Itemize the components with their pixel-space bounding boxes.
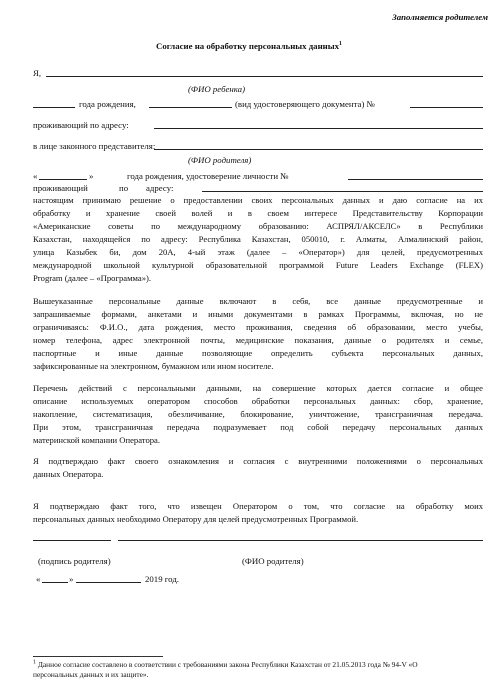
- footnote-line-2: персональных данных и их защите».: [33, 670, 149, 679]
- id-doc-type-field[interactable]: [149, 107, 232, 108]
- legal-rep-field[interactable]: [154, 149, 483, 150]
- footnote-mark: 1: [33, 659, 36, 666]
- date-quote-close: »: [69, 574, 74, 584]
- footnote-separator: [33, 656, 163, 657]
- label-address: проживающий по адресу:: [33, 120, 129, 130]
- text-line: Я подтверждаю факт своего ознакомления и согласия с внутренними положениями о персональных: [33, 456, 483, 466]
- signature-field[interactable]: [33, 540, 111, 541]
- text-line: зафиксированные на электронном, бумажном или ином носителе.: [33, 361, 274, 371]
- text-line: данных Оператора.: [33, 469, 104, 479]
- text-line: персональных данных необходимо Оператору для целей предусмотренных Программой.: [33, 514, 359, 524]
- text-line: ограничиваясь: Ф.И.О., дата рождения, место проживания, сведения об образовании, место учебы,: [33, 322, 483, 332]
- label-address2-a: проживающий: [33, 183, 88, 193]
- footnote-line-1: [33, 660, 418, 670]
- text-line: При этом, трансграничная передача подразумевает под собой передачу персональных данных: [33, 422, 483, 432]
- paragraph-data-scope: [33, 295, 483, 373]
- label-id-doc: (вид удостоверяющего документа) №: [235, 99, 375, 109]
- text-line: «Американские советы по международному образованию: АСПРЯЛ/АКСЕЛС» в Республики: [33, 221, 483, 231]
- text-line: описание используемых оператором способов обработки персональных данных: сбор, хранение,: [33, 396, 483, 406]
- text-line: накопление, систематизация, обезличивание, блокирование, уничтожение, трансграничная передача.: [33, 409, 483, 419]
- text-line: номер телефона, адрес электронной почты, медицинские показания, данные о родителях и семье,: [33, 335, 483, 345]
- text-line: настоящим принимаю решение о предоставлении своих персональных данных и даю согласие на их: [33, 195, 483, 205]
- date-month-field[interactable]: [76, 582, 141, 583]
- footnote-text-1: Данное согласие составлено в соответствии с требованиями закона Республики Казахстан от 21.05.2013 года № 94-V «О: [37, 660, 418, 669]
- quote-close: »: [89, 171, 94, 181]
- label-address2-b: по: [119, 183, 129, 193]
- text-line: Program (далее – «Программа»).: [33, 273, 152, 283]
- text-line: Казахстан, находящейся по адресу: Республика Казахстан, 050010, г. Алматы, Алмалинский район,: [33, 234, 483, 244]
- parent-birth-field[interactable]: [39, 179, 87, 180]
- text-line: обработку и хранение своей волей и в своем интересе Представительству Корпорации: [33, 208, 483, 218]
- text-line: материнской компании Оператора.: [33, 435, 161, 445]
- id-doc-number-field[interactable]: [410, 107, 483, 108]
- date-day-field[interactable]: [42, 582, 68, 583]
- paragraph-actions: [33, 382, 483, 447]
- parent-id-number-field[interactable]: [348, 179, 483, 180]
- label-address2-c: адресу:: [146, 183, 174, 193]
- label-year: 2019 год.: [145, 574, 180, 584]
- document-title: [0, 41, 498, 52]
- label-legal-rep: в лице законного представителя:: [33, 141, 156, 151]
- text-line: Я подтверждаю факт того, что извещен Оператором о том, что согласие на обработку моих: [33, 501, 483, 511]
- label-parent-fio: (ФИО родителя): [242, 556, 304, 566]
- paragraph-notified: [33, 500, 483, 526]
- date-quote-open: «: [36, 574, 41, 584]
- text-line: запрашиваемые формами, анкетами и иными документами в рамках Программы, включая, но не: [33, 309, 483, 319]
- text-line: международной школьной культурной образовательной программой Future Leaders Exchange (FLEX): [33, 260, 483, 270]
- title-footnote-mark: 1: [338, 41, 342, 48]
- label-birth-year: года рождения,: [79, 99, 136, 109]
- label-fio-parent: (ФИО родителя): [188, 155, 252, 165]
- label-ya: Я,: [33, 68, 42, 78]
- address-field[interactable]: [154, 128, 483, 129]
- text-line: паспортные и иные данные позволяющие определить субъекта персональных данных,: [33, 348, 483, 358]
- birth-year-field[interactable]: [33, 107, 75, 108]
- parent-fio-sign-field[interactable]: [118, 540, 483, 541]
- footnote: [33, 660, 418, 680]
- child-name-field[interactable]: [46, 76, 483, 77]
- text-line: Вышеуказанные персональные данные включают в себя, все данные предусмотренные и: [33, 296, 483, 306]
- quote-open: «: [33, 171, 38, 181]
- header-note: Заполняется родителем: [392, 12, 488, 22]
- text-line: Перечень действий с персональными данными, на совершение которых дается согласие и общее: [33, 383, 483, 393]
- text-line: улица Казыбек би, дом 20А, 4-ый этаж (далее – «Оператор») для целей, предусмотренных: [33, 247, 483, 257]
- paragraph-acknowledge: [33, 455, 483, 481]
- label-birth-id: года рождения, удостоверение личности №: [127, 171, 289, 181]
- title-text: Согласие на обработку персональных данных: [156, 41, 339, 51]
- paragraph-consent: [33, 194, 483, 285]
- parent-address-field[interactable]: [202, 191, 483, 192]
- label-fio-child: (ФИО ребенка): [188, 84, 246, 94]
- label-parent-sign: (подпись родителя): [38, 556, 111, 566]
